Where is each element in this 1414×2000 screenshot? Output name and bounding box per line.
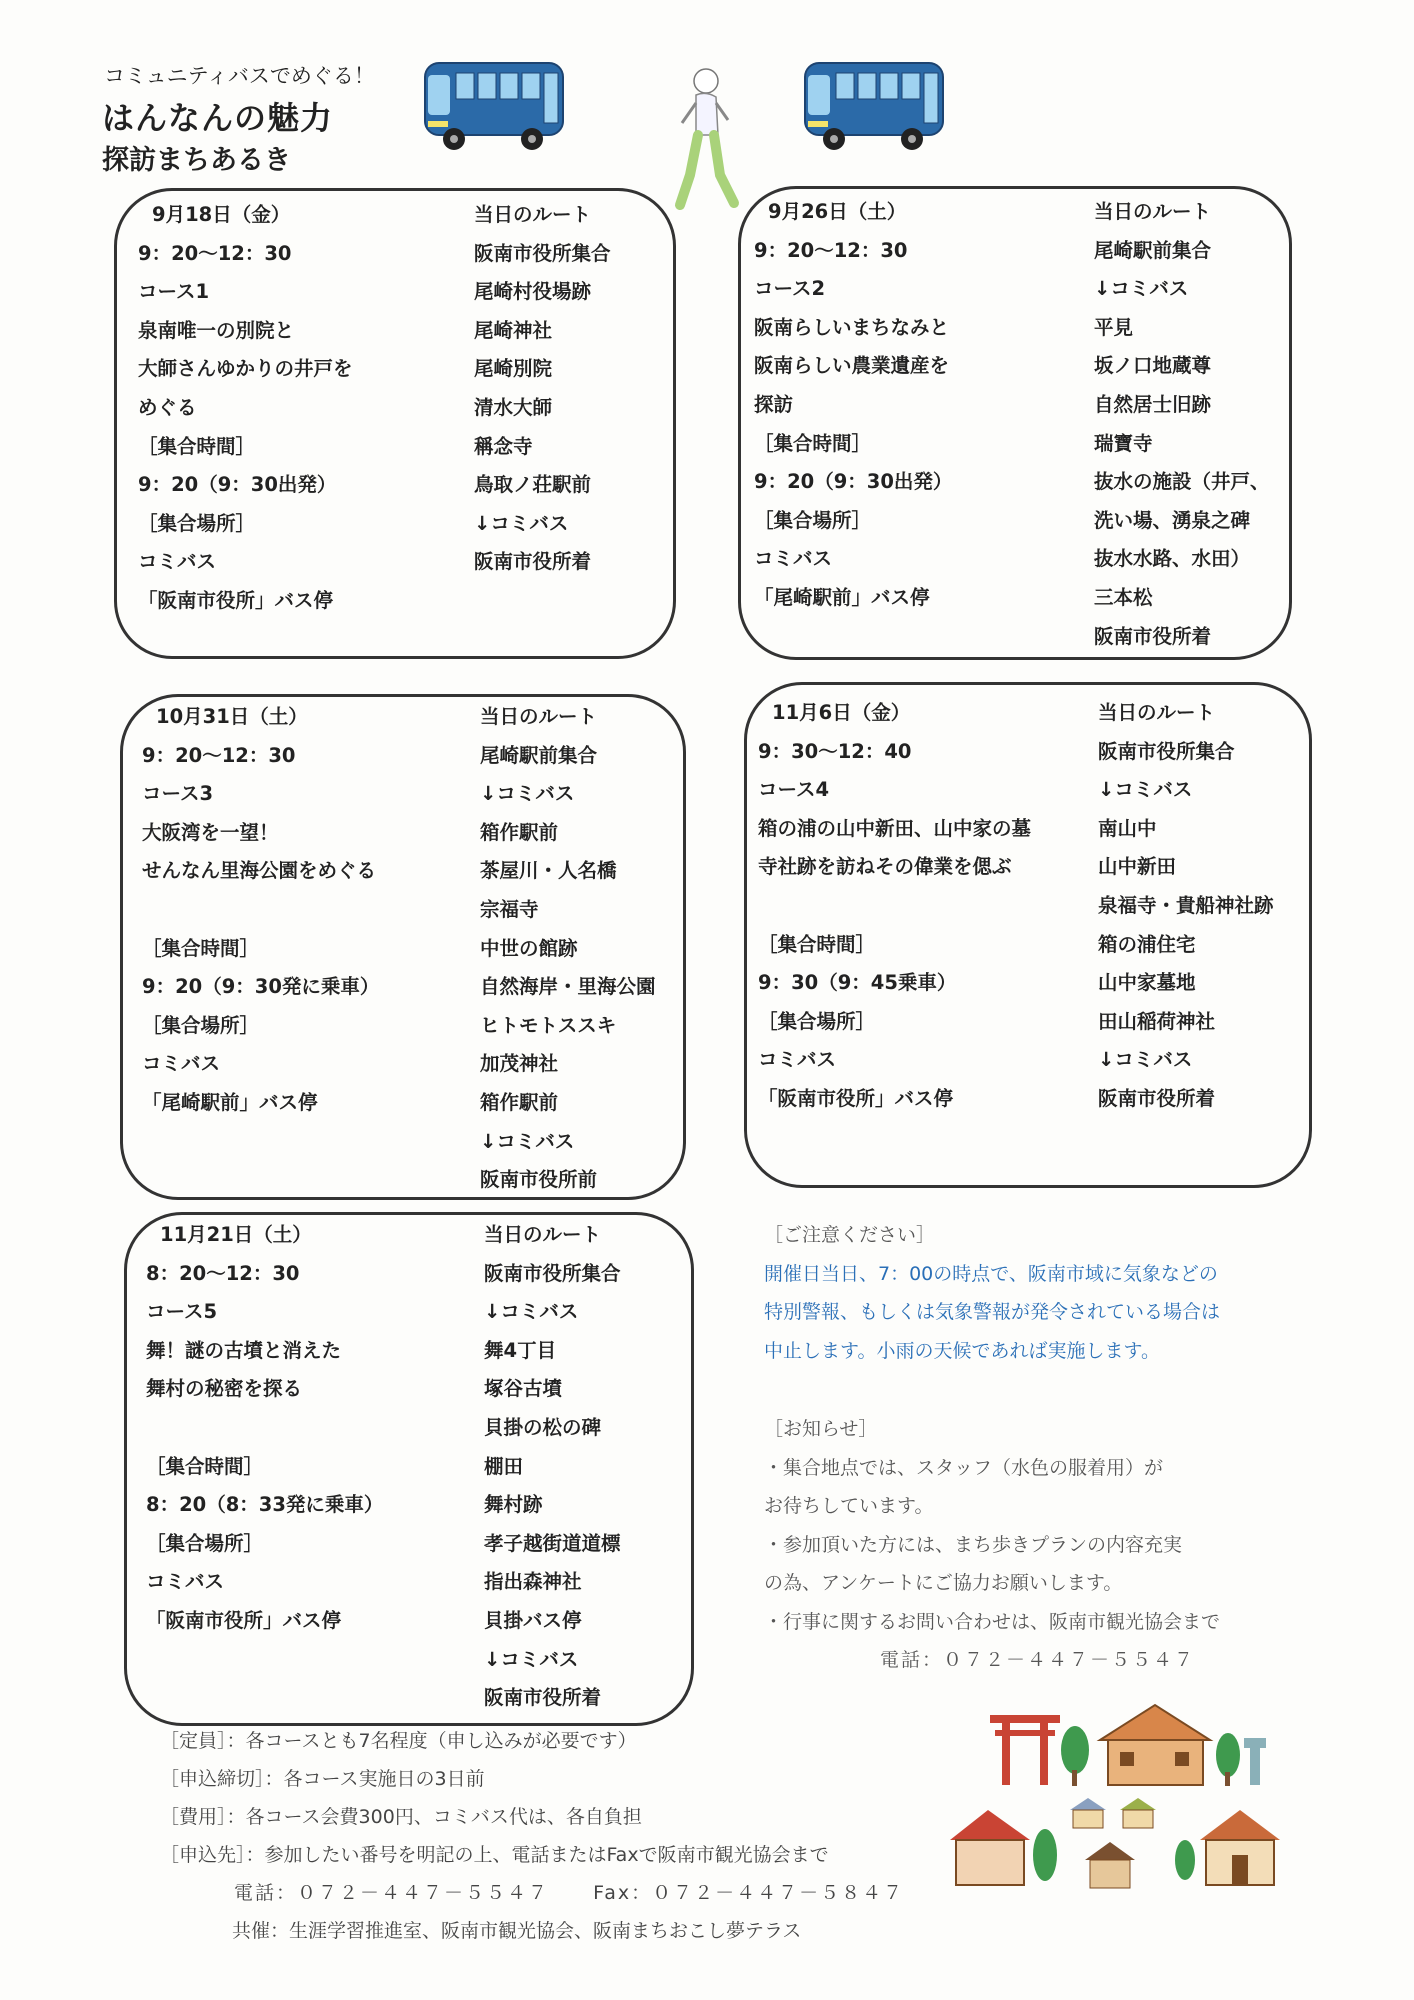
bus-icon: [800, 55, 950, 155]
course-desc: めぐる: [138, 395, 197, 419]
meet-place-label: ［集合場所］: [138, 511, 256, 535]
meet-place: 「尾崎駅前」バス停: [142, 1090, 318, 1114]
course-1-route: [474, 196, 611, 582]
route-stop: 抜水水路、水田）: [1094, 547, 1251, 571]
meet-place: 「阪南市役所」バス停: [758, 1086, 954, 1110]
route-stop: 箱作駅前: [480, 820, 559, 844]
torii-icon: [990, 1715, 1060, 1785]
apply: ［申込先］：参加したい番号を明記の上、電話またはFaxで阪南市観光協会まで: [160, 1844, 829, 1866]
course-number: コース1: [138, 280, 210, 304]
route-stop: 田山稲荷神社: [1098, 1009, 1216, 1033]
route-stop: 貝掛バス停: [484, 1608, 582, 1632]
route-stop: 瑞寶寺: [1094, 431, 1153, 455]
caution-title: ［ご注意ください］: [764, 1224, 936, 1246]
route-stop: 尾崎駅前集合: [1094, 238, 1212, 262]
route-stop: 阪南市役所着: [484, 1686, 602, 1710]
route-stop: 自然居士旧跡: [1094, 392, 1212, 416]
meet-place: 「阪南市役所」バス停: [146, 1608, 342, 1632]
walker-icon: [672, 65, 742, 215]
meet-place: コミバス: [138, 550, 217, 574]
route-stop: 阪南市役所集合: [1098, 739, 1235, 763]
route-stop: 阪南市役所着: [1094, 624, 1212, 648]
route-label: 当日のルート: [1094, 200, 1212, 223]
course-1-left: [138, 196, 353, 621]
course-5-route: [484, 1216, 621, 1718]
route-stop: ↓コミバス: [474, 511, 569, 535]
course-number: コース3: [142, 782, 214, 806]
route-stop: 茶屋川・人名橋: [480, 859, 617, 883]
fax-number: Fax：０７２－４４７－５８４７: [593, 1882, 905, 1904]
course-desc: 舞村の秘密を探る: [146, 1377, 303, 1401]
route-stop: ↓コミバス: [484, 1647, 579, 1671]
contact-line: [160, 1874, 904, 1912]
course-desc: 探訪: [754, 392, 794, 416]
course-3-left: [142, 698, 379, 1123]
meet-place-label: ［集合場所］: [142, 1013, 260, 1037]
meet-time-label: ［集合時間］: [754, 431, 872, 455]
route-stop: 山中新田: [1098, 855, 1177, 879]
bus-icon: [420, 55, 570, 155]
course-desc: 阪南らしいまちなみと: [754, 315, 950, 339]
caution-line: 中止します。小雨の天候であれば実施します。: [764, 1339, 1160, 1362]
route-stop: 中世の館跡: [480, 936, 578, 960]
info-line: ・参加頂いた方には、まち歩きプランの内容充実: [764, 1533, 1183, 1556]
meet-place-label: ［集合場所］: [146, 1531, 264, 1555]
meet-place-label: ［集合場所］: [758, 1009, 876, 1033]
course-time: 9：20〜12：30: [754, 238, 908, 262]
course-time: 9：30〜12：40: [758, 739, 912, 763]
route-label: 当日のルート: [484, 1223, 602, 1246]
course-date: 10月31日（土）: [156, 705, 308, 728]
route-stop: 南山中: [1098, 816, 1157, 840]
route-stop: 塚谷古墳: [484, 1377, 563, 1401]
route-stop: 加茂神社: [480, 1052, 559, 1076]
route-stop: 鳥取ノ荘駅前: [474, 473, 592, 497]
header-subtitle: コミュニティバスでめぐる！: [104, 64, 375, 88]
route-stop: 箱の浦住宅: [1098, 932, 1196, 956]
route-label: 当日のルート: [474, 203, 592, 226]
bottom-info: [160, 1722, 904, 1950]
info-line: ・行事に関するお問い合わせは、阪南市観光協会まで: [764, 1610, 1221, 1633]
meet-place: コミバス: [754, 547, 833, 571]
route-stop: ↓コミバス: [480, 782, 575, 806]
course-desc: 寺社跡を訪ねその偉業を偲ぶ: [758, 855, 1012, 879]
route-stop: 阪南市役所着: [474, 550, 592, 574]
route-stop: ↓コミバス: [1098, 1048, 1193, 1072]
route-stop: 宗福寺: [480, 897, 539, 921]
meet-place: 「阪南市役所」バス停: [138, 588, 334, 612]
capacity: ［定員］：各コースとも7名程度（申し込みが必要です）: [160, 1730, 637, 1752]
course-desc: 箱の浦の山中新田、山中家の墓: [758, 816, 1032, 840]
town-illustration-icon: [950, 1700, 1320, 1900]
organizer: 共催：生涯学習推進室、阪南市観光協会、阪南まちおこし夢テラス: [232, 1920, 802, 1942]
course-2-route: [1094, 193, 1270, 656]
meet-time-label: ［集合時間］: [758, 932, 876, 956]
route-stop: 尾崎村役場跡: [474, 280, 592, 304]
course-desc: 大阪湾を一望！: [142, 820, 279, 844]
course-4-route: [1098, 694, 1274, 1119]
route-stop: 平見: [1094, 315, 1134, 339]
route-stop: 阪南市役所着: [1098, 1086, 1216, 1110]
info-line: ・集合地点では、スタッフ（水色の服着用）が: [764, 1456, 1164, 1479]
phone-number: 電話：０７２－４４７－５５４７: [234, 1882, 550, 1904]
caution-line: 特別警報、もしくは気象警報が発令されている場合は: [764, 1301, 1221, 1323]
route-label: 当日のルート: [1098, 701, 1216, 724]
notice-info: [764, 1410, 1220, 1680]
route-label: 当日のルート: [480, 705, 598, 728]
route-stop: 舞4丁目: [484, 1338, 557, 1362]
header-title: はんなんの魅力: [102, 99, 334, 137]
route-stop: ↓コミバス: [1094, 277, 1189, 301]
route-stop: 尾崎別院: [474, 357, 553, 381]
info-phone: 電話：０７２－４４７－５５４７: [880, 1649, 1196, 1671]
meet-place: コミバス: [142, 1052, 221, 1076]
route-stop: 坂ノ口地蔵尊: [1094, 354, 1212, 378]
route-stop: 尾崎神社: [474, 318, 553, 342]
meet-time-label: ［集合時間］: [138, 434, 256, 458]
route-stop: 抜水の施設（井戸、: [1094, 470, 1270, 494]
course-number: コース2: [754, 277, 826, 301]
meet-time: 9：20（9：30出発）: [138, 473, 337, 497]
caution-line: 開催日当日、7：00の時点で、阪南市域に気象などの: [764, 1262, 1218, 1285]
course-desc: 舞！謎の古墳と消えた: [146, 1338, 342, 1362]
route-stop: 貝掛の松の碑: [484, 1415, 602, 1439]
meet-time-label: ［集合時間］: [146, 1454, 264, 1478]
route-stop: 洗い場、湧泉之碑: [1094, 508, 1251, 532]
course-desc: 大師さんゆかりの井戸を: [138, 357, 353, 381]
route-stop: 孝子越街道道標: [484, 1531, 621, 1555]
route-stop: 阪南市役所集合: [484, 1261, 621, 1285]
meet-place-label: ［集合場所］: [754, 508, 872, 532]
meet-time: 9：30（9：45乗車）: [758, 971, 957, 995]
course-3-route: [480, 698, 656, 1200]
route-stop: ↓コミバス: [480, 1129, 575, 1153]
course-desc: せんなん里海公園をめぐる: [142, 859, 377, 883]
course-date: 9月26日（土）: [768, 200, 907, 223]
meet-place: コミバス: [146, 1570, 225, 1594]
info-line: お待ちしています。: [764, 1495, 934, 1517]
course-time: 8：20〜12：30: [146, 1261, 300, 1285]
course-2-left: [754, 193, 952, 618]
course-date: 11月6日（金）: [772, 701, 911, 724]
route-stop: 山中家墓地: [1098, 971, 1196, 995]
course-5-left: [146, 1216, 383, 1641]
route-stop: 棚田: [484, 1454, 524, 1478]
route-stop: 箱作駅前: [480, 1090, 559, 1114]
meet-time-label: ［集合時間］: [142, 936, 260, 960]
info-line: の為、アンケートにご協力お願いします。: [764, 1572, 1123, 1594]
route-stop: ヒトモトススキ: [480, 1013, 617, 1037]
route-stop: 阪南市役所前: [480, 1168, 598, 1192]
route-stop: ↓コミバス: [484, 1300, 579, 1324]
course-time: 9：20〜12：30: [142, 743, 296, 767]
meet-place: コミバス: [758, 1048, 837, 1072]
header-title2: 探訪まちあるき: [102, 145, 291, 176]
meet-time: 9：20（9：30出発）: [754, 470, 953, 494]
course-number: コース5: [146, 1300, 218, 1324]
route-stop: 泉福寺・貴船神社跡: [1098, 893, 1274, 917]
notice-caution: [764, 1216, 1220, 1370]
route-stop: 舞村跡: [484, 1493, 543, 1517]
info-title: ［お知らせ］: [764, 1418, 878, 1440]
route-stop: 阪南市役所集合: [474, 241, 611, 265]
meet-place: 「尾崎駅前」バス停: [754, 585, 930, 609]
route-stop: ↓コミバス: [1098, 778, 1193, 802]
course-number: コース4: [758, 778, 830, 802]
course-date: 9月18日（金）: [152, 203, 291, 226]
course-time: 9：20〜12：30: [138, 241, 292, 265]
route-stop: 指出森神社: [484, 1570, 582, 1594]
meet-time: 8：20（8：33発に乗車）: [146, 1493, 384, 1517]
course-date: 11月21日（土）: [160, 1223, 312, 1246]
course-desc: 泉南唯一の別院と: [138, 318, 295, 342]
route-stop: 三本松: [1094, 585, 1153, 609]
course-4-left: [758, 694, 1031, 1119]
route-stop: 稱念寺: [474, 434, 533, 458]
meet-time: 9：20（9：30発に乗車）: [142, 975, 380, 999]
route-stop: 自然海岸・里海公園: [480, 975, 656, 999]
route-stop: 尾崎駅前集合: [480, 743, 598, 767]
deadline: ［申込締切］：各コース実施日の3日前: [160, 1768, 485, 1790]
route-stop: 清水大師: [474, 395, 553, 419]
fee: ［費用］：各コース会費300円、コミバス代は、各自負担: [160, 1806, 642, 1828]
course-desc: 阪南らしい農業遺産を: [754, 354, 950, 378]
